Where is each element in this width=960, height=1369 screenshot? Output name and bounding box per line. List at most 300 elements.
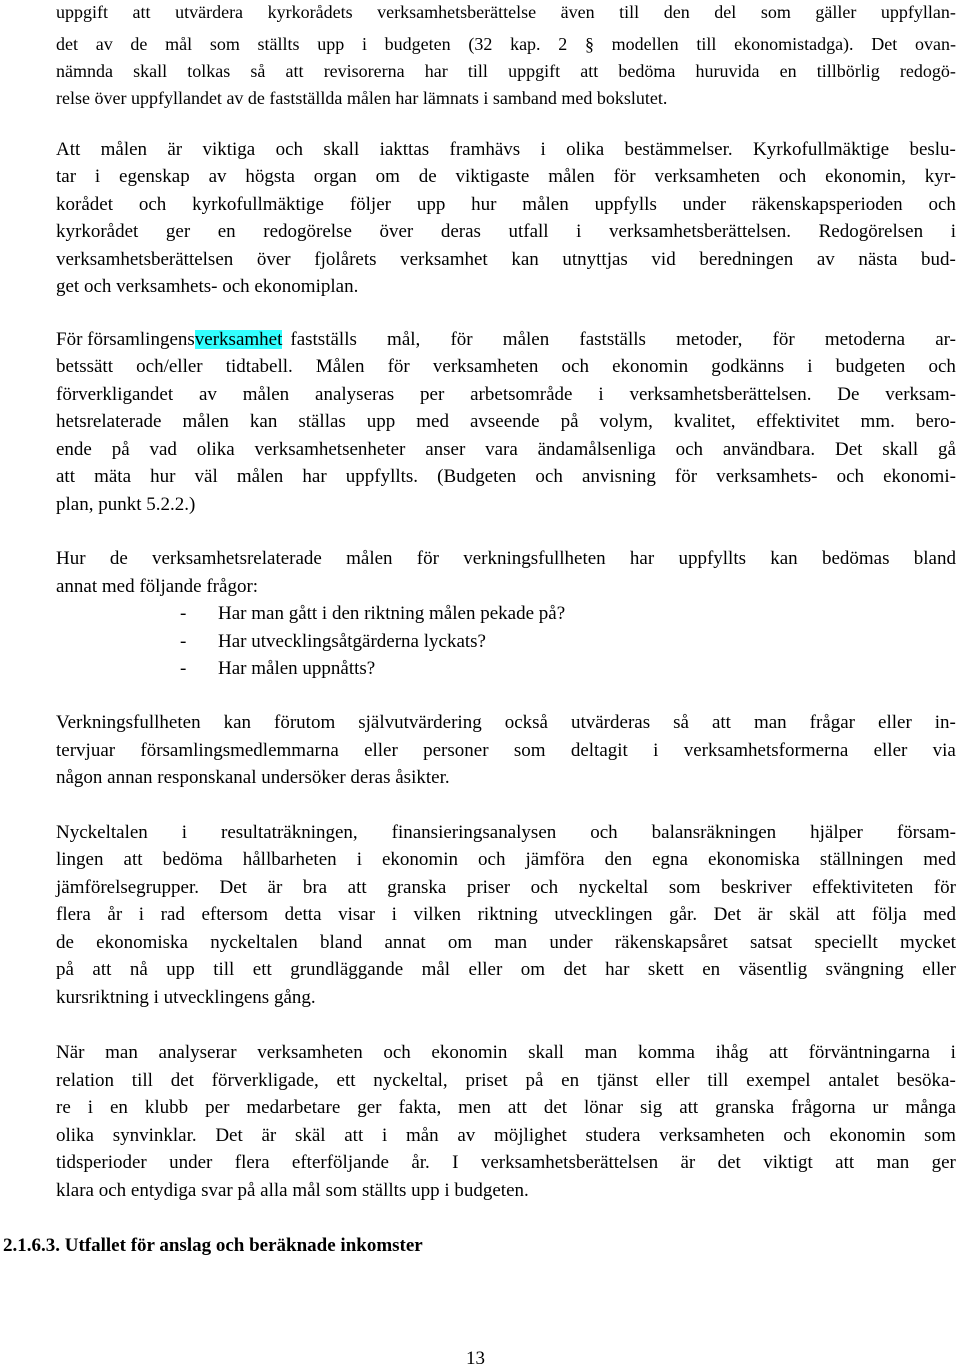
word: verksamheten bbox=[257, 1042, 363, 1063]
word: högsta bbox=[245, 166, 295, 187]
word: har bbox=[302, 466, 327, 487]
word: metoderna bbox=[824, 329, 906, 350]
word: det bbox=[717, 1152, 741, 1173]
word: bland bbox=[320, 932, 363, 953]
word: vad bbox=[149, 439, 177, 460]
word: men bbox=[458, 1097, 491, 1118]
word: de bbox=[109, 548, 128, 569]
word: medarbetare bbox=[246, 1097, 341, 1118]
word: upp bbox=[166, 959, 195, 980]
word: om bbox=[447, 932, 473, 953]
word: ekonomi- bbox=[883, 466, 956, 487]
word: Redogörelsen bbox=[818, 221, 924, 242]
text-line bbox=[56, 222, 956, 241]
word: budgeten bbox=[835, 356, 906, 377]
text-line bbox=[56, 1098, 956, 1117]
word: utvärdera bbox=[175, 2, 244, 22]
word: för bbox=[387, 356, 410, 377]
word: nyckeltal, bbox=[373, 1070, 448, 1091]
word: antalet bbox=[828, 1070, 879, 1091]
word: ovan- bbox=[914, 34, 956, 54]
word: kap. bbox=[510, 34, 541, 54]
word: deltagit bbox=[570, 740, 628, 761]
word: att bbox=[347, 877, 367, 898]
word: år bbox=[107, 904, 123, 925]
word: självutvärdering bbox=[358, 712, 482, 733]
word: och bbox=[590, 822, 618, 843]
word: Verkningsfullheten bbox=[56, 712, 201, 733]
word: tar bbox=[56, 166, 77, 187]
word: Det bbox=[215, 1125, 243, 1146]
word: olika bbox=[566, 139, 605, 160]
word: utfall bbox=[508, 221, 549, 242]
text-line bbox=[56, 35, 956, 53]
word: olika bbox=[56, 1125, 94, 1146]
word: in- bbox=[934, 712, 956, 733]
text-line bbox=[56, 412, 956, 431]
word: iakttas bbox=[379, 139, 430, 160]
word: för bbox=[450, 329, 473, 350]
word: skett bbox=[647, 959, 684, 980]
word: korådet bbox=[56, 194, 113, 215]
word: målen bbox=[100, 139, 148, 160]
word: för bbox=[416, 548, 439, 569]
word: verksamhetsenheter bbox=[254, 439, 406, 460]
word: Att bbox=[56, 139, 81, 160]
word: som bbox=[513, 740, 546, 761]
word: att bbox=[56, 466, 75, 487]
word: re bbox=[56, 1097, 71, 1118]
word: som bbox=[924, 1125, 956, 1146]
word: komma bbox=[637, 1042, 695, 1063]
word: verksamhetsrelaterade bbox=[152, 548, 322, 569]
word: fakta, bbox=[398, 1097, 442, 1118]
word: i bbox=[94, 166, 101, 187]
word: till bbox=[696, 34, 717, 54]
word: verksamhetsberättelsen bbox=[480, 1152, 659, 1173]
word: olika bbox=[196, 439, 235, 460]
word: verksamheten bbox=[432, 356, 539, 377]
text-line: kursriktning i utvecklingens gång. bbox=[56, 987, 316, 1008]
word: synvinklar. bbox=[112, 1125, 197, 1146]
word: följa bbox=[871, 904, 907, 925]
word: lönar bbox=[584, 1097, 624, 1118]
word: § bbox=[584, 34, 594, 54]
word: försam- bbox=[896, 822, 956, 843]
word: skall bbox=[882, 439, 919, 460]
word: vilken bbox=[413, 904, 462, 925]
word: år. bbox=[411, 1152, 430, 1173]
word: personer bbox=[423, 740, 489, 761]
word: målen bbox=[522, 194, 569, 215]
word: eller bbox=[878, 712, 912, 733]
word: anser bbox=[425, 439, 466, 460]
word: ekonomin bbox=[829, 1125, 906, 1146]
word: ekonomin bbox=[612, 356, 689, 377]
word: väsentlig bbox=[738, 959, 808, 980]
word: ende bbox=[56, 439, 92, 460]
word: att bbox=[507, 1097, 527, 1118]
word: flera bbox=[234, 1152, 270, 1173]
word: speciellt bbox=[814, 932, 878, 953]
word: efterföljande bbox=[291, 1152, 389, 1173]
word: man bbox=[753, 712, 787, 733]
word: kan bbox=[511, 249, 539, 270]
word: att bbox=[344, 1125, 364, 1146]
word: fjolårets bbox=[314, 249, 377, 270]
word: många bbox=[905, 1097, 956, 1118]
word: sig bbox=[640, 1097, 663, 1118]
word: effektiviteten bbox=[812, 877, 914, 898]
word: volym, bbox=[599, 411, 653, 432]
word: svängning bbox=[825, 959, 904, 980]
word: på bbox=[56, 959, 74, 980]
word: räkenskapsperioden bbox=[751, 194, 903, 215]
word: verksamheten bbox=[654, 166, 760, 187]
word: kan bbox=[223, 712, 252, 733]
word: organ bbox=[313, 166, 357, 187]
word: utvärderas bbox=[570, 712, 651, 733]
word: ekonomin bbox=[382, 849, 458, 870]
word: de bbox=[130, 34, 148, 54]
word: en bbox=[702, 959, 721, 980]
text-line bbox=[56, 140, 956, 159]
word: förväntningarna bbox=[808, 1042, 930, 1063]
word: relation bbox=[56, 1070, 115, 1091]
word: ihåg bbox=[715, 1042, 749, 1063]
word: resultaträkningen, bbox=[221, 822, 358, 843]
word: mäta bbox=[94, 466, 132, 487]
word: bedöma bbox=[162, 849, 223, 870]
section-heading: 2.1.6.3. Utfallet för anslag och beräknade inkomster bbox=[3, 1235, 423, 1256]
list-item-text: Har utvecklingsåtgärderna lyckats? bbox=[218, 631, 486, 652]
word: förverkligade, bbox=[211, 1070, 319, 1091]
word: verksamheten bbox=[659, 1125, 765, 1146]
word: och bbox=[836, 466, 865, 487]
word: i bbox=[356, 849, 362, 870]
word: om bbox=[520, 959, 546, 980]
word: utnyttjas bbox=[562, 249, 628, 270]
word: skäl bbox=[294, 1125, 326, 1146]
word: är bbox=[680, 1152, 696, 1173]
word: gå bbox=[937, 439, 956, 460]
word: under bbox=[549, 932, 593, 953]
word: vara bbox=[485, 439, 518, 460]
text-line: annat med följande frågor: bbox=[56, 576, 259, 597]
word: mål bbox=[165, 34, 193, 54]
word: i bbox=[950, 221, 956, 242]
word: i bbox=[950, 1042, 956, 1063]
word: bedöma bbox=[618, 61, 676, 81]
word: av bbox=[95, 34, 113, 54]
text-line bbox=[56, 250, 956, 269]
word: grundläggande bbox=[290, 959, 404, 980]
word: räkenskapsåret bbox=[614, 932, 728, 953]
word: att bbox=[711, 712, 731, 733]
word: målen bbox=[242, 384, 290, 405]
word: uppgift bbox=[56, 2, 108, 22]
word: i bbox=[653, 740, 659, 761]
word: i bbox=[807, 356, 813, 377]
word: Nyckeltalen bbox=[56, 822, 148, 843]
word: bud- bbox=[921, 249, 956, 270]
word: exempel bbox=[746, 1070, 811, 1091]
word: verksam- bbox=[885, 384, 956, 405]
word: att bbox=[679, 1097, 699, 1118]
word: mm. bbox=[860, 411, 895, 432]
word: via bbox=[932, 740, 956, 761]
word: det bbox=[170, 1070, 194, 1091]
word: man bbox=[876, 1152, 910, 1173]
word: kyr- bbox=[924, 166, 956, 187]
word: per bbox=[420, 384, 445, 405]
text-line: klara och entydiga svar på alla mål som ställts upp i budgeten. bbox=[56, 1180, 529, 1201]
word: att bbox=[836, 904, 856, 925]
word: uppfyllan- bbox=[880, 2, 956, 22]
word: tolkas bbox=[187, 61, 231, 81]
list-bullet: - bbox=[180, 658, 187, 679]
word: framhävs bbox=[449, 139, 521, 160]
word: som bbox=[668, 877, 701, 898]
word: med bbox=[923, 849, 956, 870]
word: skall bbox=[528, 1042, 564, 1063]
text-line bbox=[56, 713, 956, 732]
word: tervjuar bbox=[56, 740, 116, 761]
word: avseende bbox=[469, 411, 540, 432]
word: i bbox=[540, 139, 546, 160]
word: ekonomiska bbox=[707, 849, 800, 870]
word: och bbox=[275, 139, 304, 160]
word: mycket bbox=[899, 932, 956, 953]
word: att bbox=[92, 959, 112, 980]
word: under bbox=[682, 194, 726, 215]
word: för bbox=[772, 329, 795, 350]
word: fastställs bbox=[579, 329, 646, 350]
word: upp bbox=[366, 411, 396, 432]
word: frågorna bbox=[791, 1097, 856, 1118]
word: besöka- bbox=[896, 1070, 956, 1091]
text-line bbox=[56, 960, 956, 979]
word: i bbox=[391, 904, 397, 925]
word: i bbox=[598, 384, 604, 405]
word: och bbox=[478, 849, 506, 870]
list-bullet: - bbox=[180, 631, 187, 652]
word: ställningen bbox=[819, 849, 904, 870]
word: Det bbox=[835, 439, 863, 460]
word: bedömas bbox=[821, 548, 890, 569]
word: förutom bbox=[274, 712, 336, 733]
text-line bbox=[56, 741, 956, 760]
word: i bbox=[576, 221, 582, 242]
word: också bbox=[504, 712, 548, 733]
word: kan bbox=[770, 548, 798, 569]
word: verksamhets- bbox=[716, 466, 818, 487]
word: förverkligandet bbox=[56, 384, 174, 405]
word: hjälper bbox=[810, 822, 863, 843]
list-item-text: Har målen uppnåtts? bbox=[218, 658, 376, 679]
word: I bbox=[452, 1152, 459, 1173]
word: är bbox=[267, 877, 283, 898]
word: egenskap bbox=[119, 166, 190, 187]
word: om bbox=[375, 166, 400, 187]
text-line bbox=[56, 850, 956, 869]
word: så bbox=[673, 712, 689, 733]
word: riktning bbox=[477, 904, 538, 925]
text-line-with-highlight bbox=[56, 330, 956, 349]
word: hur bbox=[150, 466, 176, 487]
word: och bbox=[530, 877, 559, 898]
word: (Budgeten bbox=[437, 466, 517, 487]
word: tillbörlig bbox=[816, 61, 880, 81]
word: nyckeltal bbox=[578, 877, 649, 898]
word: tidtabell. bbox=[225, 356, 293, 377]
word: nyckeltalen bbox=[210, 932, 298, 953]
word: analyseras bbox=[315, 384, 395, 405]
word: skäl bbox=[789, 904, 820, 925]
word: som bbox=[209, 34, 240, 54]
word: uppfylls bbox=[594, 194, 657, 215]
word: ur bbox=[872, 1097, 889, 1118]
word: arbetsområde bbox=[470, 384, 573, 405]
highlighted-word: verksamhet bbox=[194, 329, 283, 350]
word: den bbox=[663, 2, 690, 22]
word: gäller bbox=[815, 2, 857, 22]
word: har bbox=[629, 548, 655, 569]
word: och bbox=[928, 356, 956, 377]
word: har bbox=[605, 959, 630, 980]
word: till bbox=[213, 959, 235, 980]
word: mån bbox=[405, 1125, 439, 1146]
word: Det bbox=[871, 34, 898, 54]
word: Hur bbox=[56, 548, 86, 569]
word: möjlighet bbox=[494, 1125, 567, 1146]
word: att bbox=[768, 1042, 788, 1063]
text-line bbox=[56, 385, 956, 404]
word: eller bbox=[655, 1070, 690, 1091]
word: man bbox=[105, 1042, 138, 1063]
word: verkningsfullheten bbox=[463, 548, 606, 569]
word: att bbox=[285, 61, 304, 81]
word: i bbox=[381, 1125, 388, 1146]
word: följer bbox=[349, 194, 391, 215]
word: ekonomistadga). bbox=[734, 34, 854, 54]
word: hållbarheten bbox=[242, 849, 337, 870]
word: och/eller bbox=[136, 356, 203, 377]
word: det bbox=[543, 1097, 568, 1118]
word: över bbox=[379, 221, 414, 242]
text-line bbox=[56, 933, 956, 952]
word: och bbox=[535, 466, 563, 487]
word: av bbox=[816, 249, 835, 270]
word: verksamhetsberättelsen. bbox=[629, 384, 812, 405]
word: en bbox=[217, 221, 236, 242]
text-line bbox=[56, 905, 956, 924]
word: ger bbox=[357, 1097, 382, 1118]
text-line bbox=[56, 357, 956, 376]
word: ändamålsenliga bbox=[537, 439, 656, 460]
word: eller bbox=[468, 959, 503, 980]
word: att bbox=[580, 61, 599, 81]
word: viktigaste bbox=[455, 166, 530, 187]
text-line bbox=[56, 167, 956, 186]
word: redogörelse bbox=[263, 221, 352, 242]
word: för bbox=[933, 877, 956, 898]
word: även bbox=[560, 2, 595, 22]
word: satsat bbox=[749, 932, 793, 953]
word: och bbox=[778, 166, 807, 187]
word: bero- bbox=[915, 411, 956, 432]
word: att bbox=[123, 849, 143, 870]
word: till bbox=[467, 61, 488, 81]
word: granska bbox=[387, 877, 447, 898]
word: mål, bbox=[387, 329, 421, 350]
word: upp bbox=[416, 194, 446, 215]
word: modellen bbox=[611, 34, 679, 54]
word: kyrkofullmäktige bbox=[192, 194, 324, 215]
word: verksamhetsformerna bbox=[683, 740, 849, 761]
word: klubb bbox=[144, 1097, 189, 1118]
text-segment bbox=[290, 330, 956, 349]
word: egna bbox=[652, 849, 688, 870]
word: hur bbox=[471, 194, 497, 215]
word: jämförelsegrupper. bbox=[56, 877, 199, 898]
word: och bbox=[383, 1042, 411, 1063]
word: tjänst bbox=[596, 1070, 639, 1091]
word: med bbox=[416, 411, 449, 432]
text-line bbox=[56, 878, 956, 897]
text-line: någon annan responskanal undersöker deras åsikter. bbox=[56, 767, 450, 788]
word: eftersom bbox=[201, 904, 268, 925]
text-line bbox=[56, 1126, 956, 1145]
word: viktiga bbox=[202, 139, 256, 160]
word: priser bbox=[466, 877, 511, 898]
word: per bbox=[205, 1097, 230, 1118]
word: och bbox=[675, 439, 704, 460]
word: har bbox=[424, 61, 448, 81]
word: verksamhetsberättelsen. bbox=[609, 221, 792, 242]
word: frågar bbox=[809, 712, 856, 733]
word: verksamhet bbox=[400, 249, 488, 270]
word: att bbox=[835, 1152, 855, 1173]
word: väl bbox=[194, 466, 218, 487]
word: rad bbox=[160, 904, 185, 925]
word: ger bbox=[165, 221, 191, 242]
word: man bbox=[584, 1042, 618, 1063]
word: de bbox=[56, 932, 74, 953]
text-line bbox=[56, 1043, 956, 1062]
word: utvecklingen bbox=[554, 904, 653, 925]
word: visar bbox=[338, 904, 376, 925]
word: uppfyllts. bbox=[345, 466, 419, 487]
word: flera bbox=[56, 904, 91, 925]
word: i bbox=[87, 1097, 94, 1118]
word: till bbox=[707, 1070, 729, 1091]
text-line bbox=[56, 1071, 956, 1090]
word: huruvida bbox=[695, 61, 760, 81]
word: anvisning bbox=[581, 466, 656, 487]
word: är bbox=[167, 139, 183, 160]
word: skall bbox=[323, 139, 360, 160]
word: och bbox=[138, 194, 167, 215]
word: för bbox=[613, 166, 636, 187]
word: är bbox=[757, 904, 773, 925]
word: det bbox=[563, 959, 587, 980]
word: med bbox=[923, 904, 956, 925]
word: ställts bbox=[257, 34, 300, 54]
word: man bbox=[494, 932, 528, 953]
word: detta bbox=[284, 904, 322, 925]
word: priset bbox=[465, 1070, 508, 1091]
